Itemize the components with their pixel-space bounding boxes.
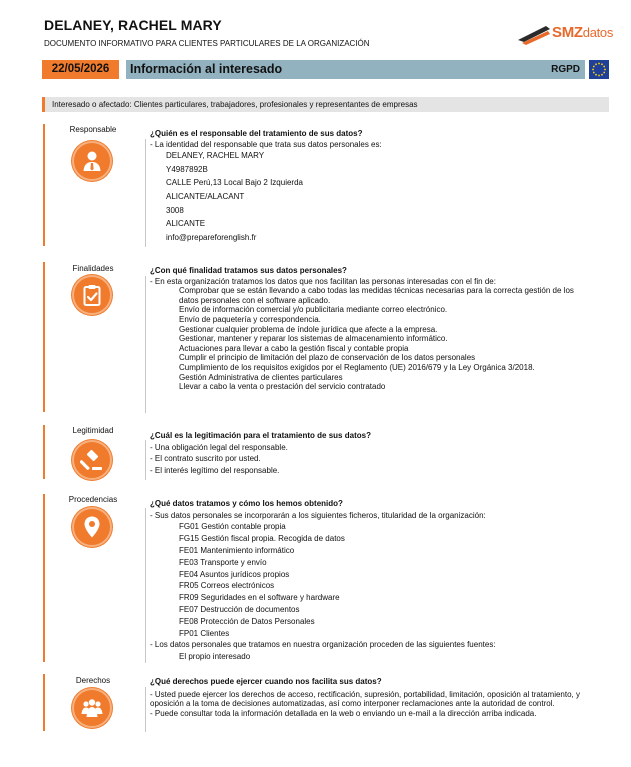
list-item: FE07 Destrucción de documentos — [179, 604, 300, 614]
section-body-derechos — [150, 677, 590, 718]
question-legitimidad: ¿Cuál es la legitimación para el tratamiento de sus datos? — [150, 431, 371, 440]
group-icon — [80, 696, 104, 720]
section-icon-badge — [72, 688, 112, 728]
rgpd-label: RGPD — [551, 64, 580, 75]
document-subtitle: DOCUMENTO INFORMATIVO PARA CLIENTES PARTICULARES DE LA ORGANIZACIÓN — [44, 39, 370, 48]
list-item: FR05 Correos electrónicos — [179, 581, 275, 591]
section-icon-badge — [72, 507, 112, 547]
list-item: FR09 Seguridades en el software y hardware — [179, 593, 340, 603]
list-item: - Una obligación legal del responsable. — [150, 442, 288, 452]
section-divider — [145, 508, 146, 663]
section-body-finalidades — [150, 266, 590, 392]
list-item: FG15 Gestión fiscal propia. Recogida de datos — [179, 534, 345, 544]
sources-intro: - Los datos personales que tratamos en nuestra organización proceden de las siguientes fuentes: — [150, 640, 496, 650]
question-responsable: ¿Quién es el responsable del tratamiento de sus datos? — [150, 129, 363, 138]
intro-responsable: - La identidad del responsable que trata sus datos personales es: — [150, 139, 382, 149]
list-item: Comprobar que se están llevando a cabo todas las medidas técnicas necesarias para la correcta gestión de los datos personales con el software aplicado. — [179, 286, 574, 305]
section-accent-bar — [43, 124, 45, 246]
person-icon — [80, 149, 104, 173]
list-item: Gestionar cualquier problema de índole jurídica que afecte a la empresa. — [179, 324, 438, 334]
sources-list — [150, 651, 590, 663]
question-finalidades: ¿Con qué finalidad tratamos sus datos personales? — [150, 266, 347, 275]
responsable-details — [150, 149, 382, 244]
list-item: - El interés legítimo del responsable. — [150, 465, 280, 475]
section-accent-bar — [43, 262, 45, 412]
section-label-legitimidad: Legitimidad — [72, 426, 114, 435]
list-item: Cumplir el principio de limitación del plazo de conservación de los datos personales — [179, 353, 476, 363]
intro-finalidades: - En esta organización tratamos los datos que nos facilitan las personas interesadas con el fin de: — [150, 276, 496, 286]
list-item: FE04 Asuntos jurídicos propios — [179, 569, 290, 579]
section-body-legitimidad — [150, 431, 371, 476]
list-item: Actuaciones para llevar a cabo la gestión fiscal y contable propia — [179, 343, 409, 353]
list-item: Gestión Administrativa de clientes particulares — [179, 372, 343, 382]
section-icon-badge — [72, 275, 112, 315]
list-item: 3008 — [166, 205, 184, 215]
eu-flag-icon — [589, 60, 609, 79]
finalidades-list — [150, 286, 590, 392]
list-item: El propio interesado — [179, 652, 251, 662]
question-derechos: ¿Qué derechos puede ejercer cuando nos facilita sus datos? — [150, 677, 382, 686]
list-item: - El contrato suscrito por usted. — [150, 454, 261, 464]
list-item: FG01 Gestión contable propia — [179, 522, 286, 532]
list-item: - Puede consultar toda la información detallada en la web o enviando un e-mail a la dirección arriba indicada. — [150, 708, 537, 718]
section-icon-badge — [72, 440, 112, 480]
list-item: FP01 Clientes — [179, 628, 230, 638]
list-item: Envío de paquetería y correspondencia. — [179, 314, 321, 324]
list-item: FE08 Protección de Datos Personales — [179, 616, 315, 626]
document-date: 22/05/2026 — [42, 60, 119, 79]
section-divider — [145, 440, 146, 480]
section-label-finalidades: Finalidades — [72, 264, 114, 273]
list-item: Gestionar, mantener y reparar los sistemas de almacenamiento informático. — [179, 334, 448, 344]
section-divider — [145, 139, 146, 247]
list-item: Y4987892B — [166, 164, 208, 174]
gavel-icon — [80, 448, 104, 472]
question-procedencias: ¿Qué datos tratamos y cómo los hemos obtenido? — [150, 499, 343, 508]
section-icon-badge — [72, 141, 112, 181]
list-item: ALICANTE — [166, 219, 206, 229]
list-item: Llevar a cabo la venta o prestación del servicio contratado — [179, 382, 386, 392]
section-body-procedencias — [150, 499, 590, 663]
section-divider — [145, 687, 146, 732]
section-body-responsable — [150, 129, 382, 244]
list-item: ALICANTE/ALACANT — [166, 191, 245, 201]
section-label-procedencias: Procedencias — [68, 495, 118, 504]
list-item: FE01 Mantenimiento informático — [179, 545, 295, 555]
subject-line: Interesado o afectado: Clientes particulares, trabajadores, profesionales y representantes de empresas — [42, 97, 609, 112]
location-pin-icon — [80, 515, 104, 539]
list-item: DELANEY, RACHEL MARY — [166, 151, 265, 161]
list-item: Envío de información comercial y/o publicitaria mediante correo electrónico. — [179, 305, 448, 315]
section-label-responsable: Responsable — [69, 125, 117, 134]
list-item: info@prepareforenglish.fr — [166, 232, 257, 242]
list-item: FE03 Transporte y envío — [179, 557, 267, 567]
logo-wordmark: SMZdatos — [552, 24, 614, 41]
ficheros-list — [150, 521, 590, 639]
list-item: CALLE Perú,13 Local Bajo 2 Izquierda — [166, 178, 303, 188]
list-item: Cumplimiento de los requisitos exigidos por el Reglamento (UE) 2016/679 y la Ley Orgánica 3/2018. — [179, 362, 535, 372]
clipboard-check-icon — [80, 283, 104, 307]
list-item: - Usted puede ejercer los derechos de acceso, rectificación, supresión, portabilidad, limitación, oposición al tratamiento, y oposición a la toma de decisiones automatizadas, así como interponer reclamaciones ante la autoridad de control. — [150, 689, 580, 709]
section-divider — [145, 276, 146, 413]
intro-procedencias: - Sus datos personales se incorporarán a los siguientes ficheros, titularidad de la organización: — [150, 510, 486, 520]
section-accent-bar — [43, 494, 45, 662]
section-label-derechos: Derechos — [75, 676, 111, 685]
title-bar — [126, 60, 585, 79]
title-bar-heading: Información al interesado — [130, 62, 283, 76]
document-holder-name: DELANEY, RACHEL MARY — [44, 17, 222, 33]
